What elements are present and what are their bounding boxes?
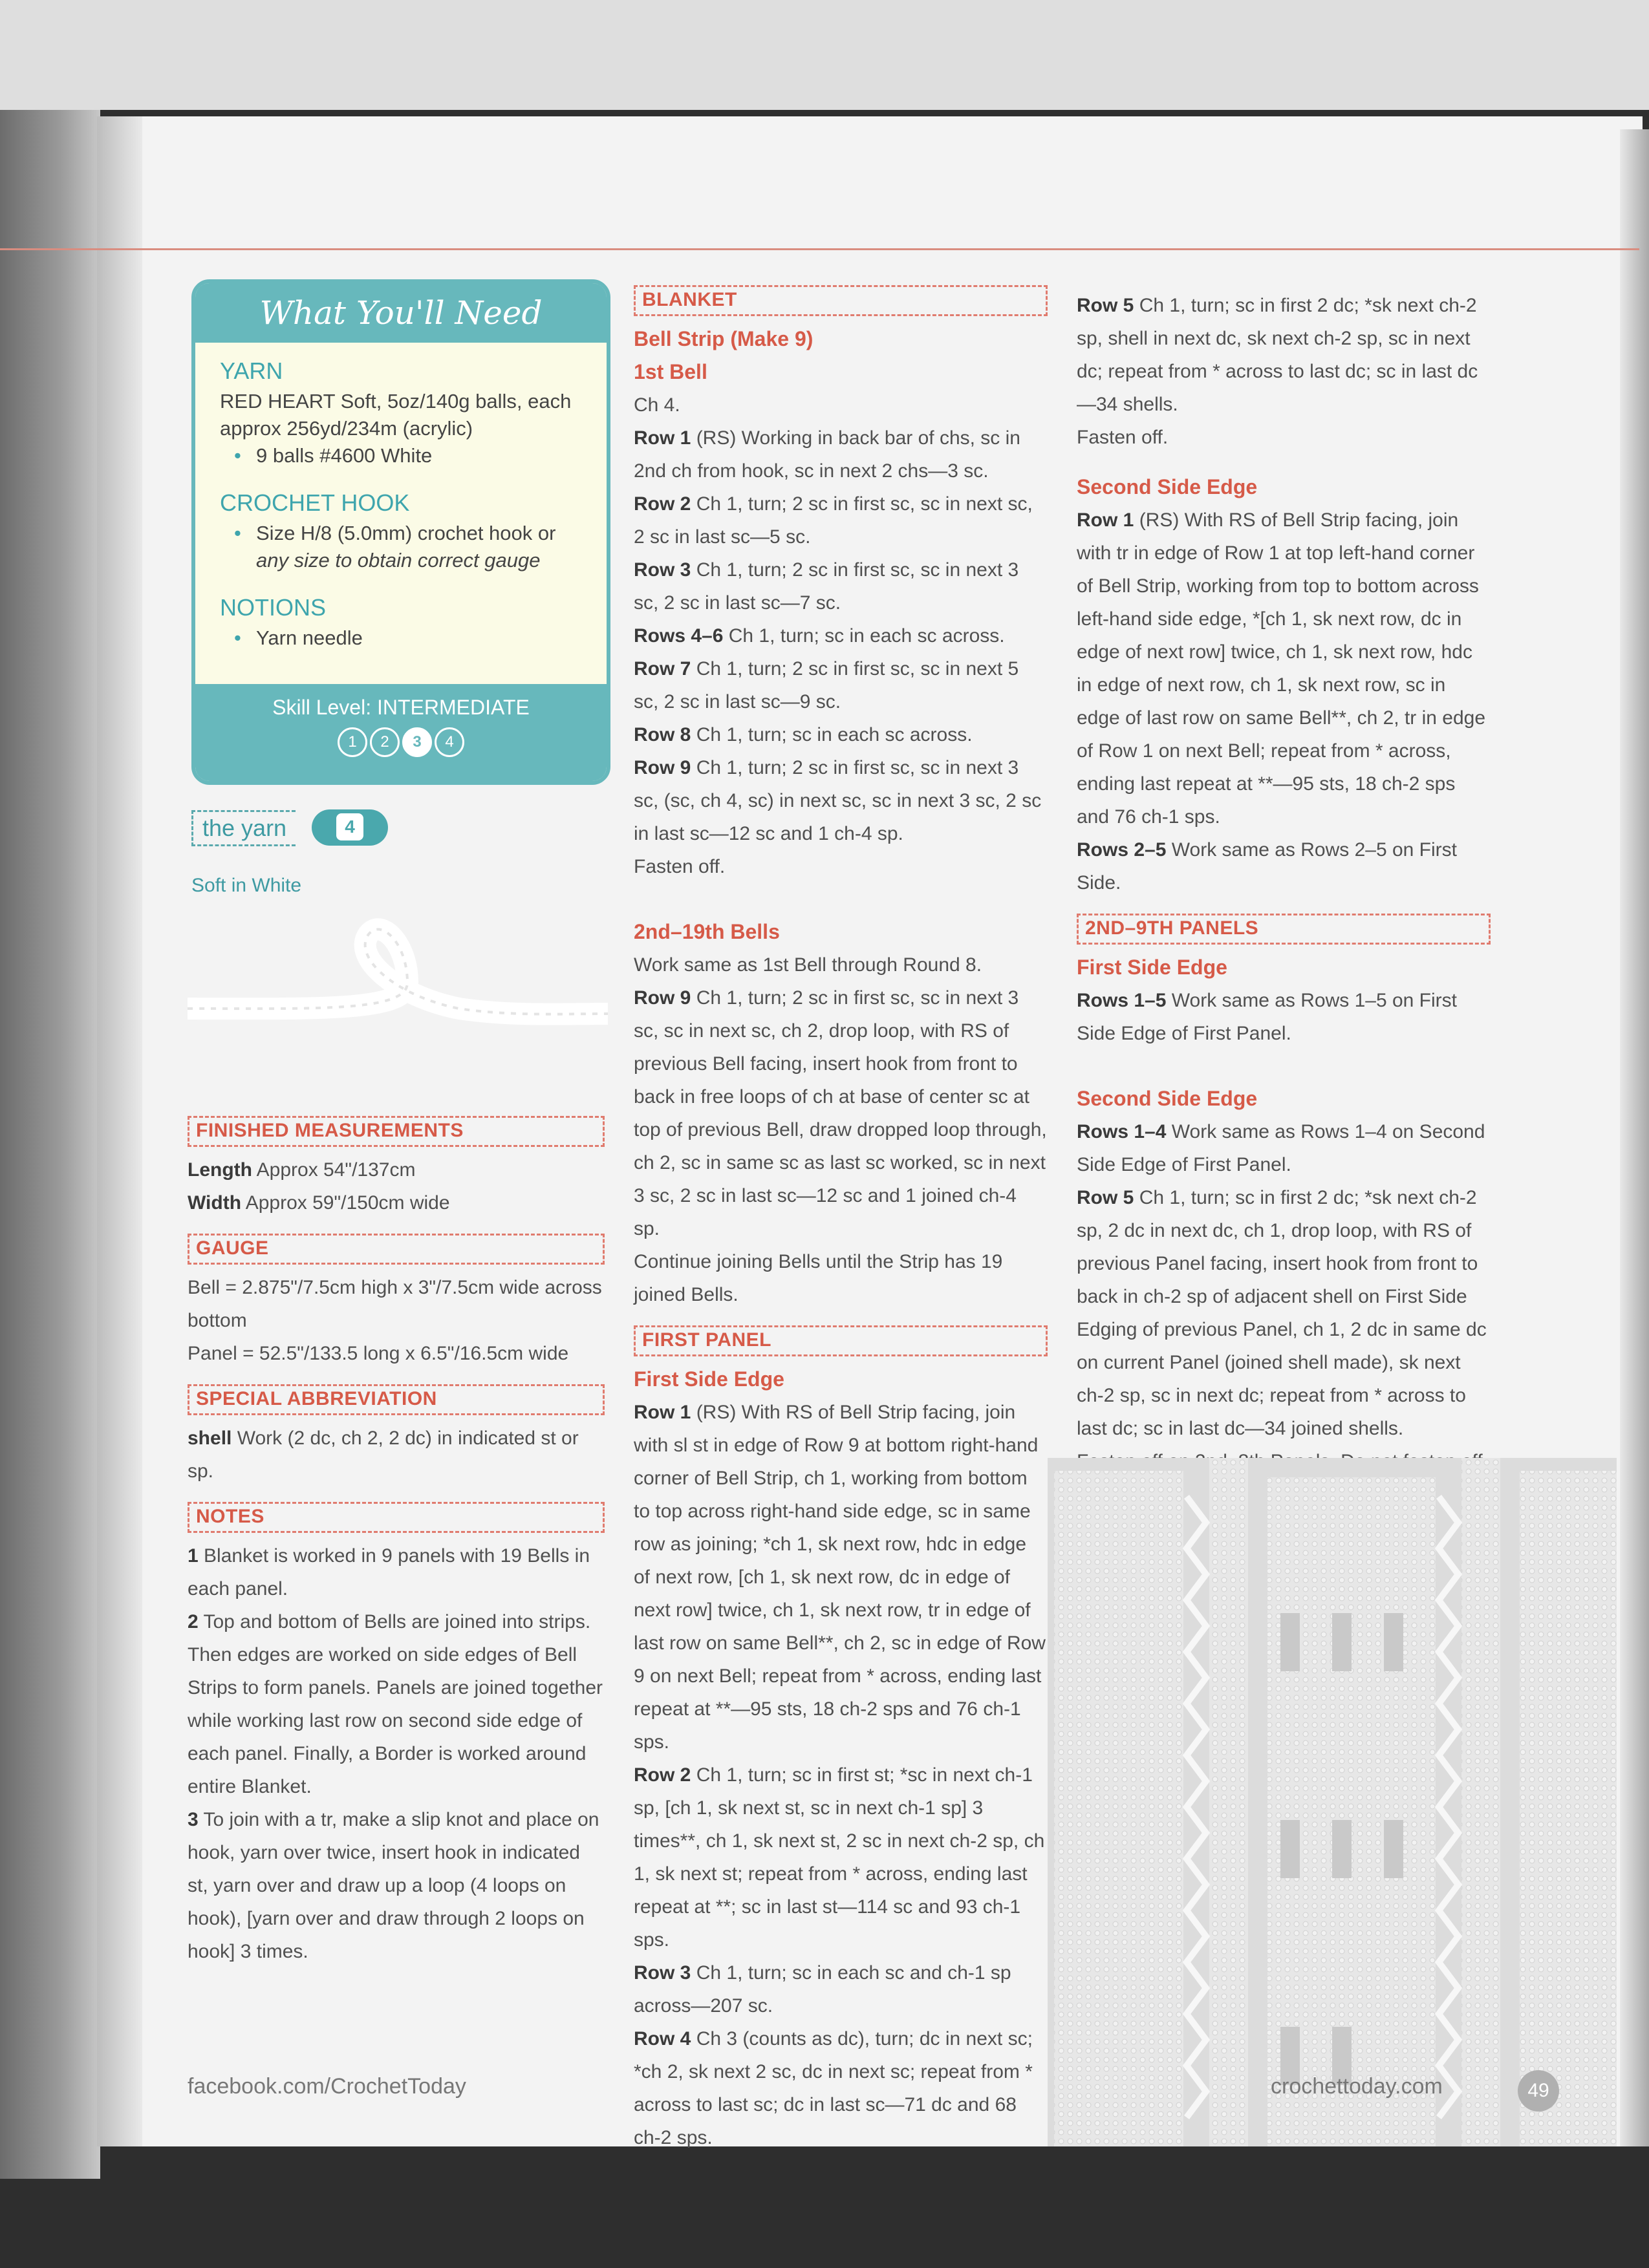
row-text: Ch 1, turn; 2 sc in first sc, sc in next 3 sc, (sc, ch 4, sc) in next sc, sc in next 3 sc, 2 sc in last sc—12 sc and 1 ch-4 sp. [634,757,1042,844]
note-item [188,1803,605,1968]
footer-left-link: facebook.com/CrochetToday [188,2074,466,2099]
page-number: 49 [1518,2070,1559,2112]
skill-dot: 4 [435,727,464,757]
row-text: Ch 1, turn; sc in first 2 dc; *sk next ch-2 sp, shell in next dc, sk next ch-2 sp, sc in next dc; repeat from * across to last dc; sc in last dc—34 shells. [1077,295,1478,415]
note-number: 2 [188,1611,199,1632]
row-label: Row 9 [634,757,691,778]
bells-2-19-heading: 2nd–19th Bells [634,920,780,943]
row-line [634,422,1048,487]
first-side-edge-heading: First Side Edge [634,1367,784,1391]
note-number: 3 [188,1809,199,1830]
bell-strip-heading: Bell Strip (Make 9) [634,327,814,350]
yarn-item: • 9 balls #4600 White [220,442,582,469]
what-you-need-box [191,279,610,785]
page-gutter [97,116,142,2146]
skill-dot: 1 [338,727,367,757]
row-text: (RS) Working in back bar of chs, sc in 2nd ch from hook, sc in next 2 chs—3 sc. [634,427,1020,482]
row-text: Ch 1, turn; 2 sc in first sc, sc in next sc, 2 sc in last sc—5 sc. [634,493,1033,548]
hook-heading: CROCHET HOOK [220,489,410,516]
column-middle [634,281,1048,2154]
row-text: Ch 1, turn; sc in first st; *sc in next ch-1 sp, [ch 1, sk next st, sc in next ch-1 sp] 3 times**, ch 1, sk next st, 2 sc in next ch-2 sp, ch 1, sk next st; repeat from * across, ending last repeat at **; sc in last st—114 sc and 93 ch-1 sps. [634,1764,1045,1951]
row-label: Rows 2–5 [1077,839,1167,861]
row-label: Row 4 [634,2028,691,2049]
skill-dot: 2 [370,727,400,757]
row-text: Ch 1, turn; 2 sc in first sc, sc in next 3 sc, 2 sc in last sc—7 sc. [634,559,1019,614]
first-bell-heading: 1st Bell [634,360,707,383]
note-text: Top and bottom of Bells are joined into strips. Then edges are worked on side edges of Bell Strips to form panels. Panels are joined together while working last row on second side edge of each panel. Finally, a Border is worked around entire Blanket. [188,1611,603,1797]
gauge-panel: Panel = 52.5"/133.5 long x 6.5"/16.5cm wide [188,1343,569,1364]
row-line [1077,984,1491,1050]
row-line [634,652,1048,718]
skill-level-bar [195,684,607,781]
panels-2-9-heading: 2ND–9TH PANELS [1077,914,1491,945]
row-label: Row 3 [634,1962,691,1984]
yarn-description: RED HEART Soft, 5oz/140g balls, each approx 256yd/234m (acrylic) [220,390,572,440]
row-text: Work same as Rows 1–5 on First Side Edge of First Panel. [1077,990,1457,1044]
length-text: Approx 54"/137cm [252,1159,416,1181]
row-label: Row 3 [634,559,691,581]
hook-item-italic: any size to obtain correct gauge [256,549,541,572]
note-item [188,1605,605,1803]
footer-right-link: crochettoday.com [1271,2074,1443,2099]
column-right [1077,289,1491,1511]
bells-intro: Work same as 1st Bell through Round 8. [634,954,982,976]
first-panel-heading: FIRST PANEL [634,1325,1048,1356]
shell-definition [188,1422,605,1488]
crochet-blanket-photo [1048,1458,1617,2146]
row-line [634,553,1048,619]
row-label: Row 2 [634,1764,691,1786]
row-line [634,1396,1048,1759]
row-line [1077,1115,1491,1181]
row-line [1077,289,1491,421]
row-text: Work same as Rows 2–5 on First Side. [1077,839,1457,893]
row-label: Rows 1–4 [1077,1121,1167,1142]
row-label: Row 9 [634,987,691,1009]
shell-text: Work (2 dc, ch 2, 2 dc) in indicated st or sp. [188,1428,579,1482]
row-text: Ch 1, turn; sc in first 2 dc; *sk next ch-2 sp, 2 dc in next dc, ch 1, drop loop, with RS of previous Panel facing, insert hook from front to back in ch-2 sp of adjacent shell on First Side Edging of previous Panel, ch 1, 2 dc in same dc on current Panel (joined shell made), sk next ch-2 sp, sc in next dc; repeat from * across to last dc; sc in last dc—34 joined shells. [1077,1187,1487,1439]
yarn-strand-image [188,905,608,1034]
row-line [1077,504,1491,833]
panels-first-side-edge-heading: First Side Edge [1077,956,1227,979]
note-text: To join with a tr, make a slip knot and place on hook, yarn over twice, insert hook in indicated st, yarn over and draw up a loop (4 loops on hook), [yarn over and draw through 2 loops on hook] 3 times. [188,1809,599,1962]
row-text: Ch 1, turn; sc in each sc and ch-1 sp across—207 sc. [634,1962,1011,2017]
panels-second-side-edge-heading: Second Side Edge [1077,1087,1258,1110]
scan-background [0,0,1649,110]
row-line [634,1956,1048,2022]
skill-level-dots [195,727,607,757]
yarn-weight-number: 4 [336,813,363,840]
row-text: Ch 1, turn; 2 sc in first sc, sc in next 5 sc, 2 sc in last sc—9 sc. [634,658,1019,712]
finished-measurements-heading: FINISHED MEASUREMENTS [188,1116,605,1147]
row-text: (RS) With RS of Bell Strip facing, join with tr in edge of Row 1 at top left-hand corner of Bell Strip, working from top to bottom across left-hand side edge, *[ch 1, sk next row, dc in edge of next row] twice, ch 1, sk next row, hdc in edge of next row, ch 1, sk next row, sc in edge of last row on same Bell**, ch 2, tr in edge of Row 1 on next Bell; repeat from * across, ending last repeat at **—95 sts, 18 ch-2 sps and 76 ch-1 sps. [1077,509,1486,828]
column-left [188,1112,605,1968]
the-yarn-label: the yarn [191,810,296,846]
notions-item: • Yarn needle [220,625,582,652]
width-line [188,1186,605,1219]
previous-page-edge [0,110,100,2179]
gauge-bell: Bell = 2.875"/7.5cm high x 3"/7.5cm wide across bottom [188,1277,602,1331]
width-label: Width [188,1192,242,1214]
hook-item [220,520,582,574]
yarn-name: Soft in White [191,875,302,896]
note-item [188,1539,605,1605]
length-line [188,1153,605,1186]
row-text: (RS) With RS of Bell Strip facing, join with sl st in edge of Row 9 at bottom right-hand corner of Bell Strip, ch 1, working from bottom to top across right-hand side edge, sc in same row as joining; *ch 1, sk next row, hdc in edge of next row, [ch 1, sk next row, dc in edge of next row] twice, ch 1, sk next row, tr in edge of last row on same Bell**, ch 2, sc in edge of Row 9 on next Bell; repeat from * across, ending last repeat at **—95 sts, 18 ch-2 sps and 76 ch-1 sps. [634,1402,1046,1753]
second-side-edge-heading: Second Side Edge [1077,475,1258,498]
ch4-line: Ch 4. [634,394,680,416]
row-label: Row 5 [1077,1187,1134,1208]
bells-continue: Continue joining Bells until the Strip has 19 joined Bells. [634,1251,1003,1305]
row-line [634,1759,1048,1956]
row-line [634,981,1048,1245]
skill-dot-active: 3 [402,727,432,757]
what-you-need-body [195,343,607,652]
special-abbreviation-heading: SPECIAL ABBREVIATION [188,1384,605,1415]
row-label: Rows 4–6 [634,625,724,647]
fasten-off: Fasten off. [634,856,726,877]
row-label: Rows 1–5 [1077,990,1167,1011]
hook-item-text: Size H/8 (5.0mm) crochet hook or [256,522,556,544]
row-text: Ch 3 (counts as dc), turn; dc in next sc; *ch 2, sk next 2 sc, dc in next sc; repeat from * across to last sc; dc in last sc—71 dc and 68 ch-2 sps. [634,2028,1033,2148]
row-label: Row 8 [634,724,691,745]
row-label: Row 1 [1077,509,1134,531]
row-text: Ch 1, turn; sc in each sc across. [691,724,973,745]
note-number: 1 [188,1545,199,1567]
row-text: Ch 1, turn; sc in each sc across. [723,625,1005,647]
fasten-off: Fasten off. [1077,427,1169,448]
row-label: Row 1 [634,427,691,449]
length-label: Length [188,1159,252,1181]
row-line [1077,1181,1491,1445]
row-line [634,487,1048,553]
header-rule [0,248,1639,250]
notions-heading: NOTIONS [220,594,327,621]
row-label: Row 2 [634,493,691,515]
row-line [634,751,1048,850]
row-line [634,2022,1048,2154]
row-label: Row 5 [1077,295,1134,316]
row-label: Row 7 [634,658,691,679]
gauge-heading: GAUGE [188,1234,605,1265]
blanket-heading: BLANKET [634,285,1048,316]
note-text: Blanket is worked in 9 panels with 19 Bells in each panel. [188,1545,590,1599]
row-text: Ch 1, turn; 2 sc in first sc, sc in next 3 sc, sc in next sc, ch 2, drop loop, with RS of previous Bell facing, insert hook from front to back in free loops of ch at base of center sc at top of previous Bell, draw dropped loop through, ch 2, sc in same sc as last sc worked, sc in next 3 sc, 2 sc in last sc—12 sc and 1 joined ch-4 sp. [634,987,1047,1239]
what-you-need-title: What You'll Need [195,283,607,343]
notes-heading: NOTES [188,1502,605,1533]
row-line [1077,833,1491,899]
row-line [634,718,1048,751]
row-text: Work same as Rows 1–4 on Second Side Edge of First Panel. [1077,1121,1485,1175]
shell-term: shell [188,1428,232,1449]
width-text: Approx 59"/150cm wide [241,1192,450,1214]
row-line [634,619,1048,652]
page-right-edge [1620,129,1649,2146]
skill-level-label: Skill Level: INTERMEDIATE [272,696,530,719]
row-label: Row 1 [634,1402,691,1423]
yarn-heading: YARN [220,358,283,384]
